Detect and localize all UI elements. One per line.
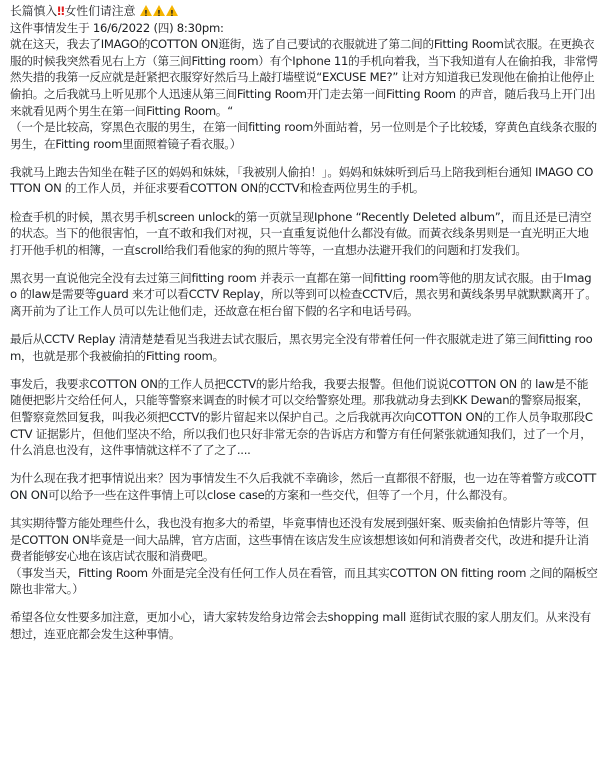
post-paragraph-3: 检查手机的时候，黑衣男手机screen unlock的第一页就呈现Iphone “Recently Deleted album”，而且还是已清空的状态。当下的他很害怕，一直不敢和我们对视，只一直重复说他什么都没有做。而黃衣线条男则是一直光明正大地打开他手机的相簿，一直scroll给我们看他家的狗的照片等等，一直想办法避开我们的问题和打发我们。 bbox=[10, 209, 592, 257]
post-paragraph-6: 事发后，我要求COTTON ON的工作人员把CCTV的影片给我，我要去报警。但他们说说COTTON ON 的 law是不能随便把影片交给任何人，只能等警察来调查的时候才可以交给警察处理。那我就动身去到KK Dewan的警察局报案，但警察竟然回复我，叫我必须把CCTV的影片留起来以保护自己。之后我就再次向COTTON ON的工作人员争取那段CCTV 证据影片，但他们坚决不给，所以我们也只好非常无奈的告诉店方和警方有任何紧张就通知我们，过了一个月，什么消息也没有，这件事情就这样不了了之了.... bbox=[10, 376, 593, 458]
post-title bbox=[10, 3, 598, 20]
warning-icon bbox=[153, 5, 165, 16]
post-paragraph-7: 为什么现在我才把事情说出来？因为事情发生不久后我就不幸确诊，然后一直都很不舒服，也一边在等着警方或COTTON ON可以给予一些在这件事情上可以close case的方案和一些交代，但等了一个月，什么都没有。 bbox=[10, 471, 597, 502]
post-title-prefix: 长篇慎入 bbox=[10, 4, 58, 18]
post-paragraph-4: 黑衣男一直说他完全没有去过第三间fitting room 并表示一直都在第一间fitting room等他的朋友试衣服。由于Imago 的law是需要等guard 来才可以看CCTV Replay，所以等到可以检查CCTV后，黑衣男和黃线条男早就默默离开了。离开前为了让工作人员可以先让他们走，还故意在柜台留下假的名字和电话号码。 bbox=[10, 270, 597, 318]
post-paragraph-2: 我就马上跑去告知坐在鞋子区的妈妈和妹妹，「我被别人偷拍！」。妈妈和妹妹听到后马上陪我到柜台通知 IMAGO COTTON ON 的工作人员，并征求要看COTTON ON的CCTV和检查两位男生的手机。 bbox=[10, 164, 594, 196]
double-exclamation-icon: ‼ bbox=[57, 4, 63, 18]
post-paragraph-8: 其实期待警方能处理些什么，我也没有抱多大的希望，毕竟事情也还没有发展到强奸案、贩卖偷拍色情影片等等，但是COTTON ON毕竟是一间大品牌，官方店面，这些事情在该店发生应该想想该如何和消费者交代，改进和提升让消费者能够安心地在该店试衣服和消费吧。 （事发当天，Fitting Room 外面是完全没有任何工作人员在看管，而且其实COTTON ON fitting room 之间的隔板空隙也非常大。） bbox=[10, 515, 598, 597]
post-paragraph-9: 希望各位女性要多加注意，更加小心，请大家转发给身边常会去shopping mall 逛街试衣服的家人朋友们。从来没有想过，连亚庇都会发生这种事情。 bbox=[10, 610, 591, 641]
post-paragraph-5: 最后从CCTV Replay 清清楚楚看见当我进去试衣服后，黑衣男完全没有带着任何一件衣服就走进了第三间fitting room，也就是那个我被偷拍的Fitting room。 bbox=[10, 332, 593, 363]
warning-icon bbox=[140, 5, 152, 16]
post-title-suffix: 女性们请注意 bbox=[64, 4, 136, 18]
warning-icon bbox=[166, 5, 178, 16]
post-paragraph-1: 这件事情发生于 16/6/2022 (四) 8:30pm: 就在这天，我去了IMAGO的COTTON ON逛街，选了自己要试的衣服就进了第二间的Fitting Room试衣服。在更换衣服的时候我突然看见右上方（第三间Fitting room）有个Iphone 11的手机向着我，当下我知道有人在偷拍我，非常愕然失措的我第一反应就是赶紧把衣服穿好然后马上敲打墙壁说“EXCUSE ME?” 让对方知道我已发现他在偷拍让他停止偷拍。之后我就马上听见那个人迅速从第三间Fitting Room开门走去第一间Fitting Room 的声音，随后我马上开门出来就看见两个男生在第一间Fitting Room。“ （一个是比较高，穿黑色衣服的男生，在第一间fitting room外面站着，另一位则是个子比较矮，穿黄色直线条衣服的男生，在Fitting room里面照着镜子看衣服。） bbox=[10, 20, 598, 151]
